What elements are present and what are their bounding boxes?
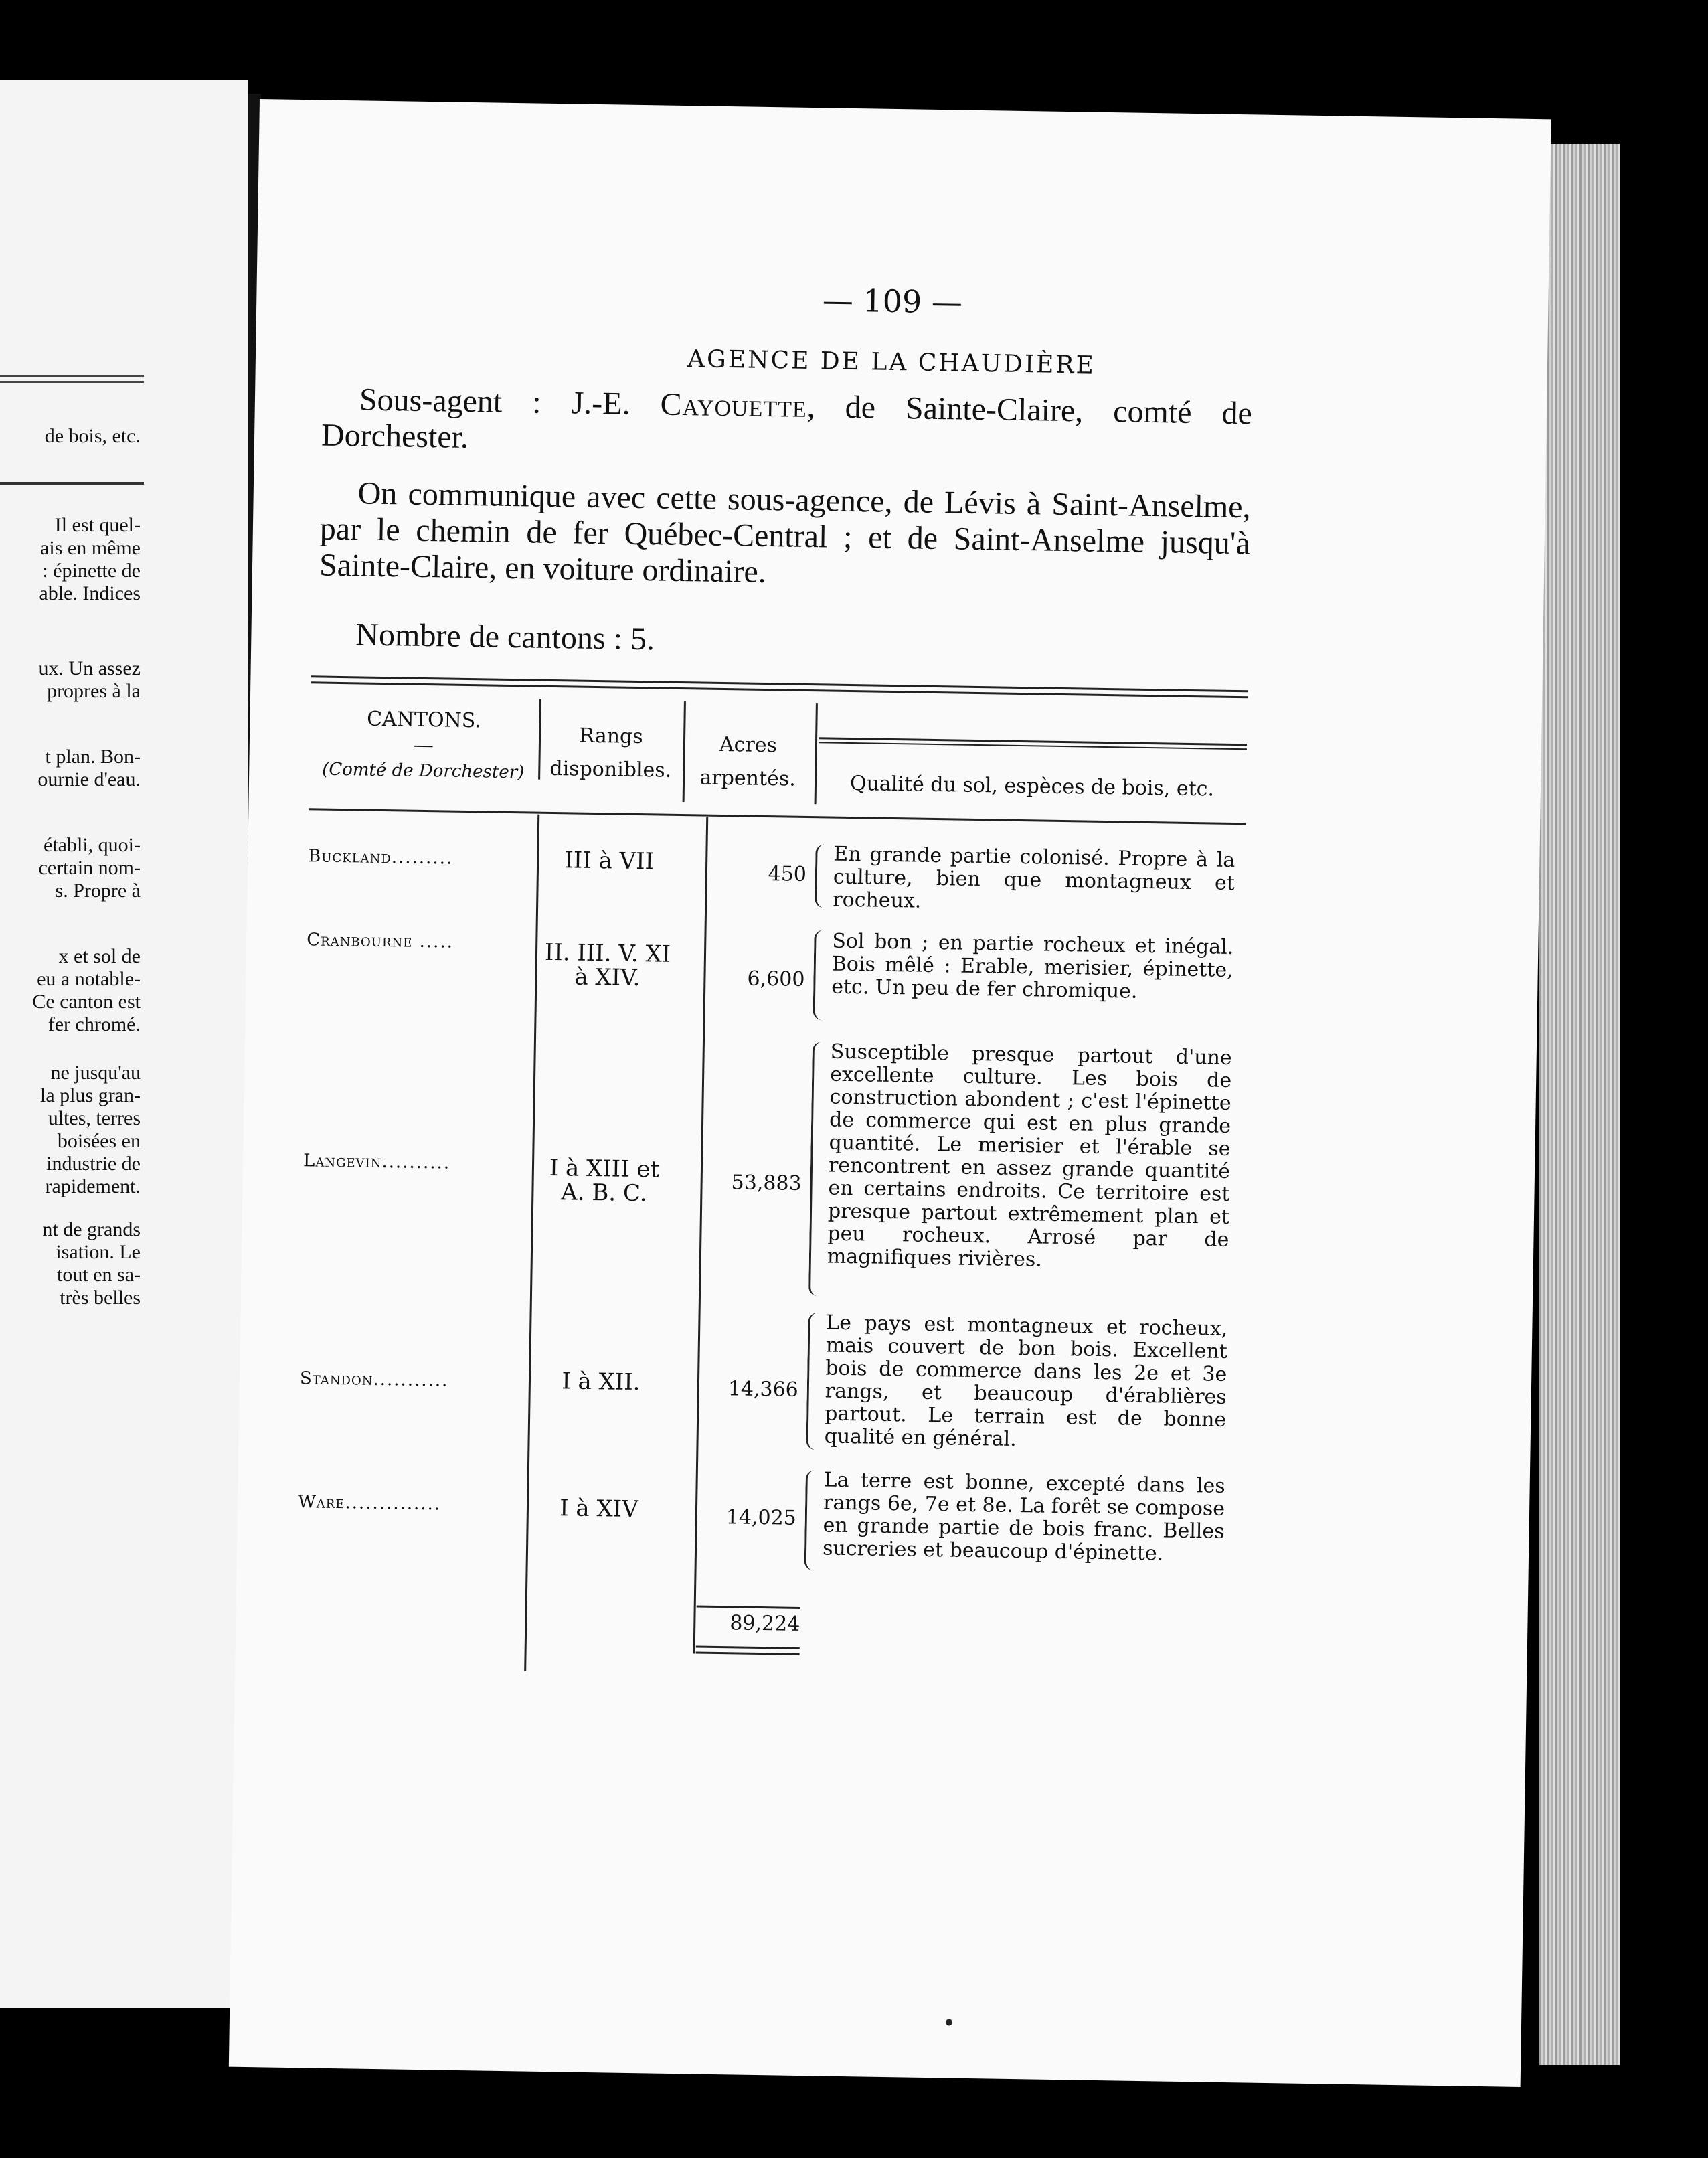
- left-page-text-line: ournie d'eau.: [37, 768, 141, 791]
- dot-leader: ..............: [345, 1493, 442, 1515]
- sub-agent-surname: Cayouette: [660, 386, 808, 424]
- ink-speck: [946, 2019, 952, 2025]
- table-row-rangs: I à XIII et A. B. C.: [549, 1154, 660, 1208]
- total-double-rule: [696, 1646, 800, 1655]
- sub-agent-initials: J.-E.: [571, 385, 630, 422]
- table-row-acres: 53,883: [731, 1171, 802, 1195]
- header-cantons-title: CANTONS.: [366, 707, 482, 733]
- sub-agent-line: [321, 382, 1253, 469]
- page-number: — 109 —: [822, 282, 963, 321]
- table-row-rangs: III à VII: [564, 847, 655, 876]
- header-cantons-county: (Comté de Dorchester): [321, 759, 525, 783]
- header-rangs-line2: disponibles.: [549, 756, 672, 782]
- table-row-acres: 14,025: [725, 1505, 797, 1530]
- left-page-text-line: Il est quel-: [54, 514, 141, 536]
- left-page-text-line: : épinette de: [42, 560, 141, 582]
- canton-name: Buckland: [308, 846, 392, 868]
- header-right-rule: [819, 737, 1247, 750]
- canton-name: Cranbourne: [307, 930, 413, 952]
- left-page-text-line: propres à la: [47, 680, 141, 702]
- left-page-text-line: ne jusqu'au: [50, 1062, 141, 1084]
- left-page-double-rule: [0, 375, 144, 383]
- agency-title: AGENCE DE LA CHAUDIÈRE: [687, 345, 1096, 380]
- left-page-text-line: eu a notable-: [37, 968, 141, 990]
- left-page-text-line: t plan. Bon-: [45, 746, 141, 768]
- canton-name: Ware: [297, 1492, 345, 1513]
- canton-name: Standon: [299, 1368, 373, 1390]
- dot-leader: ..........: [381, 1152, 451, 1173]
- brace: [806, 1313, 821, 1450]
- table-row-rangs: I à XIV: [559, 1495, 639, 1523]
- left-page-text-line: rapidement.: [45, 1175, 141, 1197]
- left-page-rule: [0, 482, 144, 485]
- table-row-quality: Sol bon ; en partie rocheux et inégal. Bois mêlé : Erable, merisier, épinette, etc. Un peu de fer chromique.: [831, 929, 1234, 1003]
- header-rangs-line1: Rangs: [579, 724, 643, 749]
- brace: [804, 1470, 819, 1570]
- table-row-canton: [298, 1492, 525, 1515]
- left-page-text-line: tout en sa-: [57, 1264, 141, 1286]
- table-row-acres: 450: [768, 862, 807, 886]
- table-row-canton: [307, 930, 534, 953]
- main-page: [229, 99, 1551, 2087]
- left-page-text-line: ais en même: [40, 537, 141, 559]
- table-row-acres: 6,600: [747, 967, 805, 991]
- left-page-text-line: isation. Le: [56, 1241, 141, 1263]
- left-page-text-line: nt de grands: [42, 1218, 141, 1240]
- sub-agent-label: Sous-agent :: [359, 382, 542, 420]
- total-rule: [697, 1606, 800, 1609]
- left-page-text-line: la plus gran-: [40, 1084, 141, 1106]
- header-bottom-rule: [309, 808, 1246, 825]
- brace: [813, 930, 827, 1020]
- table-row-rangs: I à XII.: [562, 1367, 640, 1396]
- header-qualite: Qualité du sol, espèces de bois, etc.: [849, 771, 1215, 801]
- left-page-text-line: ux. Un assez: [38, 657, 141, 679]
- left-page-text-line: fer chromé.: [48, 1013, 141, 1035]
- left-page-text-line: x et sol de: [58, 945, 141, 967]
- header-acres: [684, 732, 812, 793]
- table-row-canton: [300, 1368, 527, 1392]
- left-page-text-line: industrie de: [46, 1153, 141, 1175]
- left-page-text-line: certain nom-: [38, 857, 141, 879]
- header-cantons: [309, 706, 538, 785]
- table-row-quality: La terre est bonne, excepté dans les rangs 6e, 7e et 8e. La forêt se compose en grande partie de bois franc. Belles sucreries et beaucoup d'épinette.: [822, 1468, 1225, 1566]
- dot-leader: .....: [412, 931, 454, 952]
- table-row-quality: Le pays est montagneux et rocheux, mais couvert de bon bois. Excellent bois de commerce dans les 2e et 3e rangs, et beaucoup d'érablières partout. Le terrain est de bonne qualité en général.: [824, 1311, 1228, 1452]
- left-page-text-line: de bois, etc.: [44, 425, 141, 447]
- left-page-text-line: très belles: [60, 1286, 141, 1309]
- table-row-acres: 14,366: [728, 1377, 799, 1402]
- table-top-rule: [311, 675, 1248, 698]
- table-row-quality: En grande partie colonisé. Propre à la culture, bien que montagneux et rocheux.: [833, 842, 1235, 913]
- header-rangs: [540, 723, 681, 784]
- left-page-text-line: boisées en: [57, 1130, 141, 1152]
- dot-leader: .........: [391, 847, 454, 869]
- left-page-text-line: s. Propre à: [55, 880, 141, 902]
- left-page-text-line: établi, quoi-: [44, 834, 141, 856]
- header-acres-line2: arpentés.: [699, 766, 796, 791]
- table-row-quality: Susceptible presque partout d'une excellente culture. Les bois de construction abondent ; c'est l'épinette de commerce qui est en plus grande quantité. Le merisier et l'érable se rencontrent en assez grande quantité en certains endroits. Ce territoire est presque partout extrêmement plan et peu rocheux. Arrosé par de magnifiques rivières.: [827, 1040, 1232, 1272]
- left-page-text-line: able. Indices: [39, 582, 141, 604]
- header-acres-line1: Acres: [719, 732, 778, 758]
- sub-agent-location: , de Sainte-Claire, comté de Dorchester.: [321, 388, 1253, 455]
- table-row-canton: [303, 1151, 531, 1174]
- header-cantons-dash: —: [413, 733, 434, 758]
- table-row-rangs: II. III. V. XI à XIV.: [544, 938, 671, 992]
- table-row-canton: [308, 846, 535, 869]
- townships-count: Nombre de cantons : 5.: [355, 616, 655, 657]
- access-paragraph: On communique avec cette sous-agence, de Lévis à Saint-Anselme, par le chemin de fer Québec-Central ; et de Saint-Anselme jusqu'à Sainte-Claire, en voiture ordinaire.: [319, 475, 1252, 590]
- left-page-text-line: ultes, terres: [48, 1107, 141, 1129]
- left-page-fragment: [0, 80, 248, 2008]
- brace: [815, 844, 828, 908]
- acres-total: 89,224: [730, 1611, 800, 1636]
- dot-leader: ...........: [373, 1369, 449, 1391]
- brace: [808, 1042, 825, 1296]
- canton-name: Langevin: [303, 1151, 382, 1173]
- page-edges-stack: [1539, 144, 1620, 2065]
- left-page-text-line: Ce canton est: [32, 991, 141, 1013]
- background-shadow: [1620, 134, 1708, 2075]
